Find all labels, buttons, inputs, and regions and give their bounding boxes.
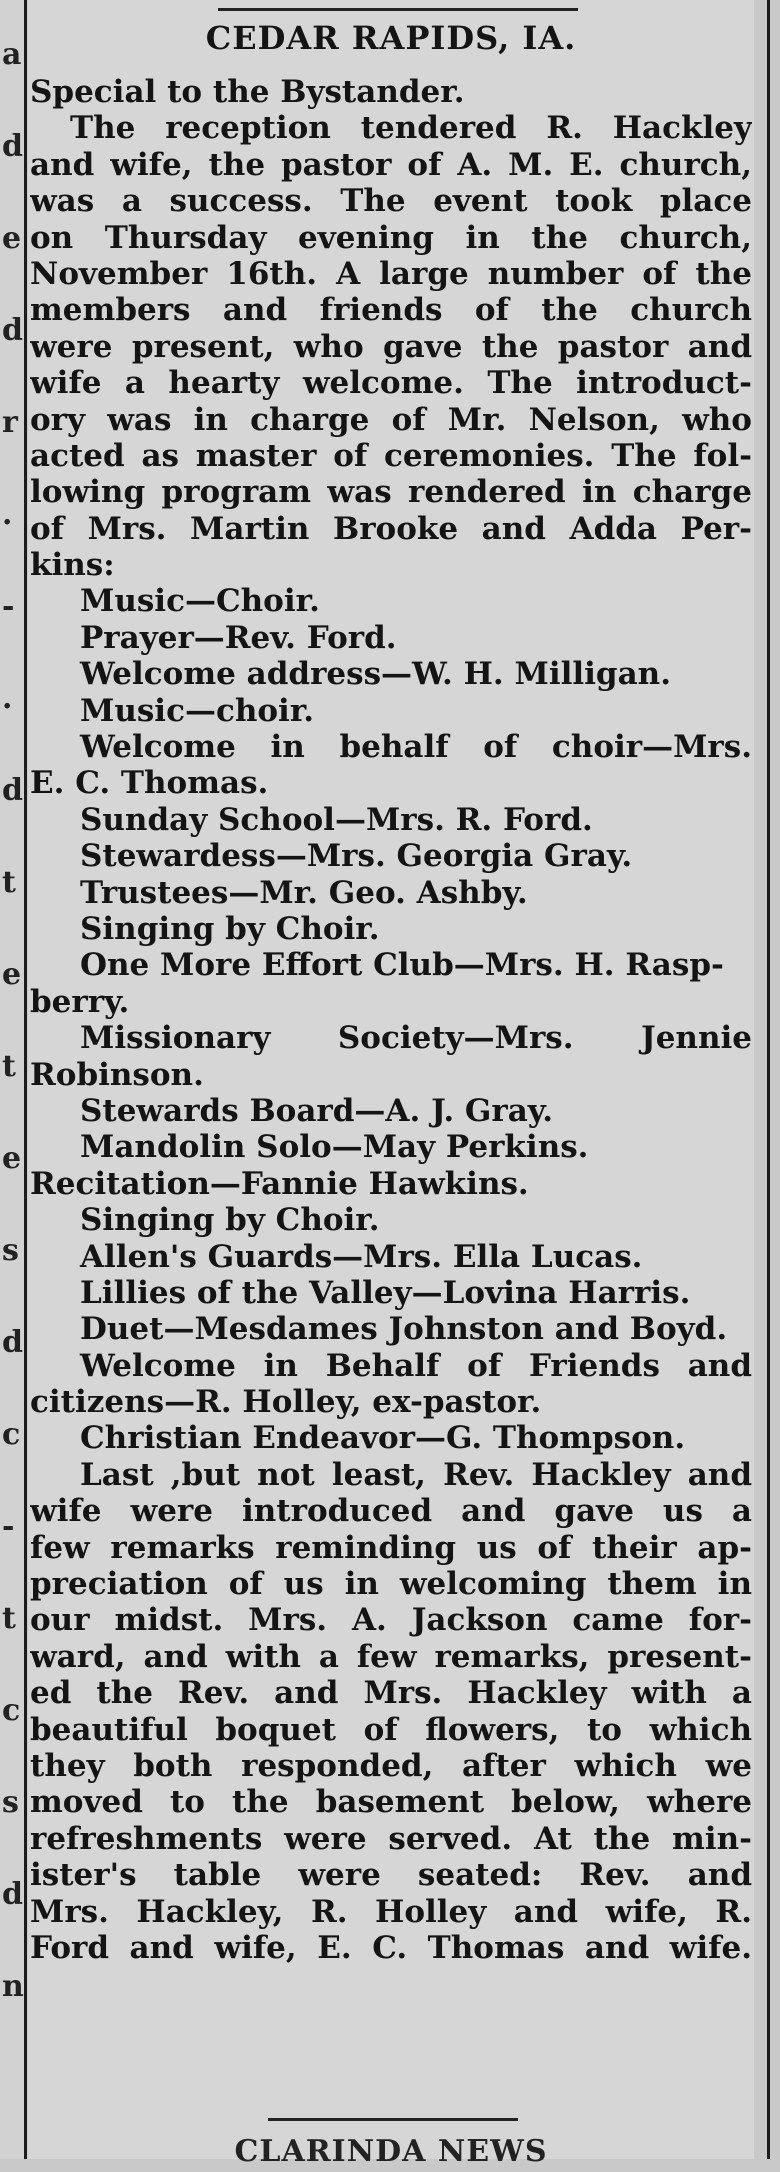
margin-fragment: . — [2, 681, 13, 716]
text-line: Robinson. — [30, 1056, 204, 1093]
headline-rule — [218, 8, 578, 11]
text-line: Stewards Board—A. J. Gray. — [80, 1092, 554, 1129]
text-line: Music—choir. — [80, 692, 315, 729]
text-line: Welcome address—W. H. Milligan. — [80, 656, 672, 693]
text-line: berry. — [30, 983, 130, 1020]
text-line: preciation of us in welcoming them in — [30, 1566, 752, 1603]
text-line: lowing program was rendered in charge — [30, 474, 752, 511]
text-line: Singing by Choir. — [80, 910, 380, 947]
text-line: citizens—R. Holley, ex-pastor. — [30, 1384, 542, 1421]
margin-fragment: e — [2, 1141, 22, 1176]
margin-fragment: c — [2, 1417, 21, 1452]
text-line: on Thursday evening in the church, — [30, 219, 752, 256]
margin-fragment: d — [2, 1877, 23, 1912]
news-article — [28, 0, 754, 2169]
margin-fragment: s — [2, 1233, 19, 1268]
text-line: Special to the Bystander. — [30, 74, 465, 110]
margin-fragment: t — [2, 865, 16, 900]
text-line: wife a hearty welcome. The introduct- — [30, 365, 752, 402]
text-line: Missionary Society—Mrs. Jennie — [80, 1020, 752, 1057]
margin-fragment: t — [2, 1049, 16, 1084]
text-line: Prayer—Rev. Ford. — [80, 619, 397, 656]
text-line: Welcome in Behalf of Friends and — [80, 1347, 752, 1384]
text-line: Allen's Guards—Mrs. Ella Lucas. — [80, 1238, 643, 1275]
margin-fragment: d — [2, 313, 23, 348]
text-line: few remarks reminding us of their ap- — [30, 1529, 752, 1566]
margin-fragment: d — [2, 1325, 23, 1360]
margin-fragment: - — [2, 589, 15, 624]
margin-fragment: c — [2, 1693, 21, 1728]
text-line: moved to the basement below, where — [30, 1784, 752, 1821]
text-line: our midst. Mrs. A. Jackson came for- — [30, 1602, 752, 1639]
margin-fragment: t — [2, 1601, 16, 1636]
text-line: ed the Rev. and Mrs. Hackley with a — [30, 1675, 752, 1712]
text-line: Singing by Choir. — [80, 1202, 380, 1239]
text-line: One More Effort Club—Mrs. H. Rasp- — [80, 947, 724, 984]
text-line: they both responded, after which we — [30, 1747, 752, 1784]
text-line: members and friends of the church — [30, 292, 752, 329]
article-end-rule — [268, 2118, 518, 2121]
text-line: Music—Choir. — [80, 583, 320, 620]
text-line: acted as master of ceremonies. The fol- — [30, 437, 752, 474]
margin-fragment: n — [2, 1969, 24, 2004]
column-rule — [767, 0, 770, 2159]
text-line: of Mrs. Martin Brooke and Adda Per- — [30, 510, 752, 547]
text-line: kins: — [30, 547, 115, 584]
text-line: Stewardess—Mrs. Georgia Gray. — [80, 838, 633, 875]
text-line: ward, and with a few remarks, present- — [30, 1638, 752, 1675]
text-line: Sunday School—Mrs. R. Ford. — [80, 801, 593, 838]
text-line: beautiful boquet of flowers, to which — [30, 1711, 752, 1748]
text-line: ister's table were seated: Rev. and — [30, 1857, 752, 1894]
text-line: Mrs. Hackley, R. Holley and wife, R. — [30, 1893, 752, 1930]
text-line: and wife, the pastor of A. M. E. church, — [30, 146, 752, 183]
text-line: were present, who gave the pastor and — [30, 328, 752, 365]
text-line: The reception tendered R. Hackley — [70, 110, 752, 147]
text-line: Mandolin Solo—May Perkins. — [80, 1129, 589, 1166]
text-line: E. C. Thomas. — [30, 765, 269, 802]
text-line: Christian Endeavor—G. Thompson. — [80, 1420, 686, 1457]
adjacent-column-fragment — [0, 0, 27, 2159]
text-line: wife were introduced and gave us a — [30, 1493, 752, 1530]
text-line: November 16th. A large number of the — [30, 255, 752, 292]
text-line: Duet—Mesdames Johnston and Boyd. — [80, 1311, 728, 1348]
text-line: refreshments were served. At the min- — [30, 1820, 752, 1857]
text-line: Trustees—Mr. Geo. Ashby. — [80, 874, 528, 911]
margin-fragment: s — [2, 1785, 19, 1820]
margin-fragment: d — [2, 773, 23, 808]
margin-fragment: . — [2, 497, 13, 532]
article-headline: CEDAR RAPIDS, IA. — [205, 19, 577, 57]
margin-fragment: r — [2, 405, 18, 440]
text-line: Recitation—Fannie Hawkins. — [30, 1165, 529, 1202]
margin-fragment: e — [2, 221, 22, 256]
next-article-headline: CLARINDA NEWS — [234, 2134, 548, 2169]
text-line: ory was in charge of Mr. Nelson, who — [30, 401, 752, 438]
margin-fragment: a — [2, 37, 22, 72]
text-line: Welcome in behalf of choir—Mrs. — [80, 729, 752, 766]
margin-fragment: d — [2, 129, 23, 164]
text-line: Last ,but not least, Rev. Hackley and — [80, 1456, 752, 1493]
article-body — [30, 74, 752, 1966]
text-line: Lillies of the Valley—Lovina Harris. — [80, 1274, 691, 1311]
margin-fragment: e — [2, 957, 22, 992]
margin-fragment: - — [2, 1509, 15, 1544]
text-line: Ford and wife, E. C. Thomas and wife. — [30, 1929, 752, 1966]
text-line: was a success. The event took place — [30, 183, 752, 220]
